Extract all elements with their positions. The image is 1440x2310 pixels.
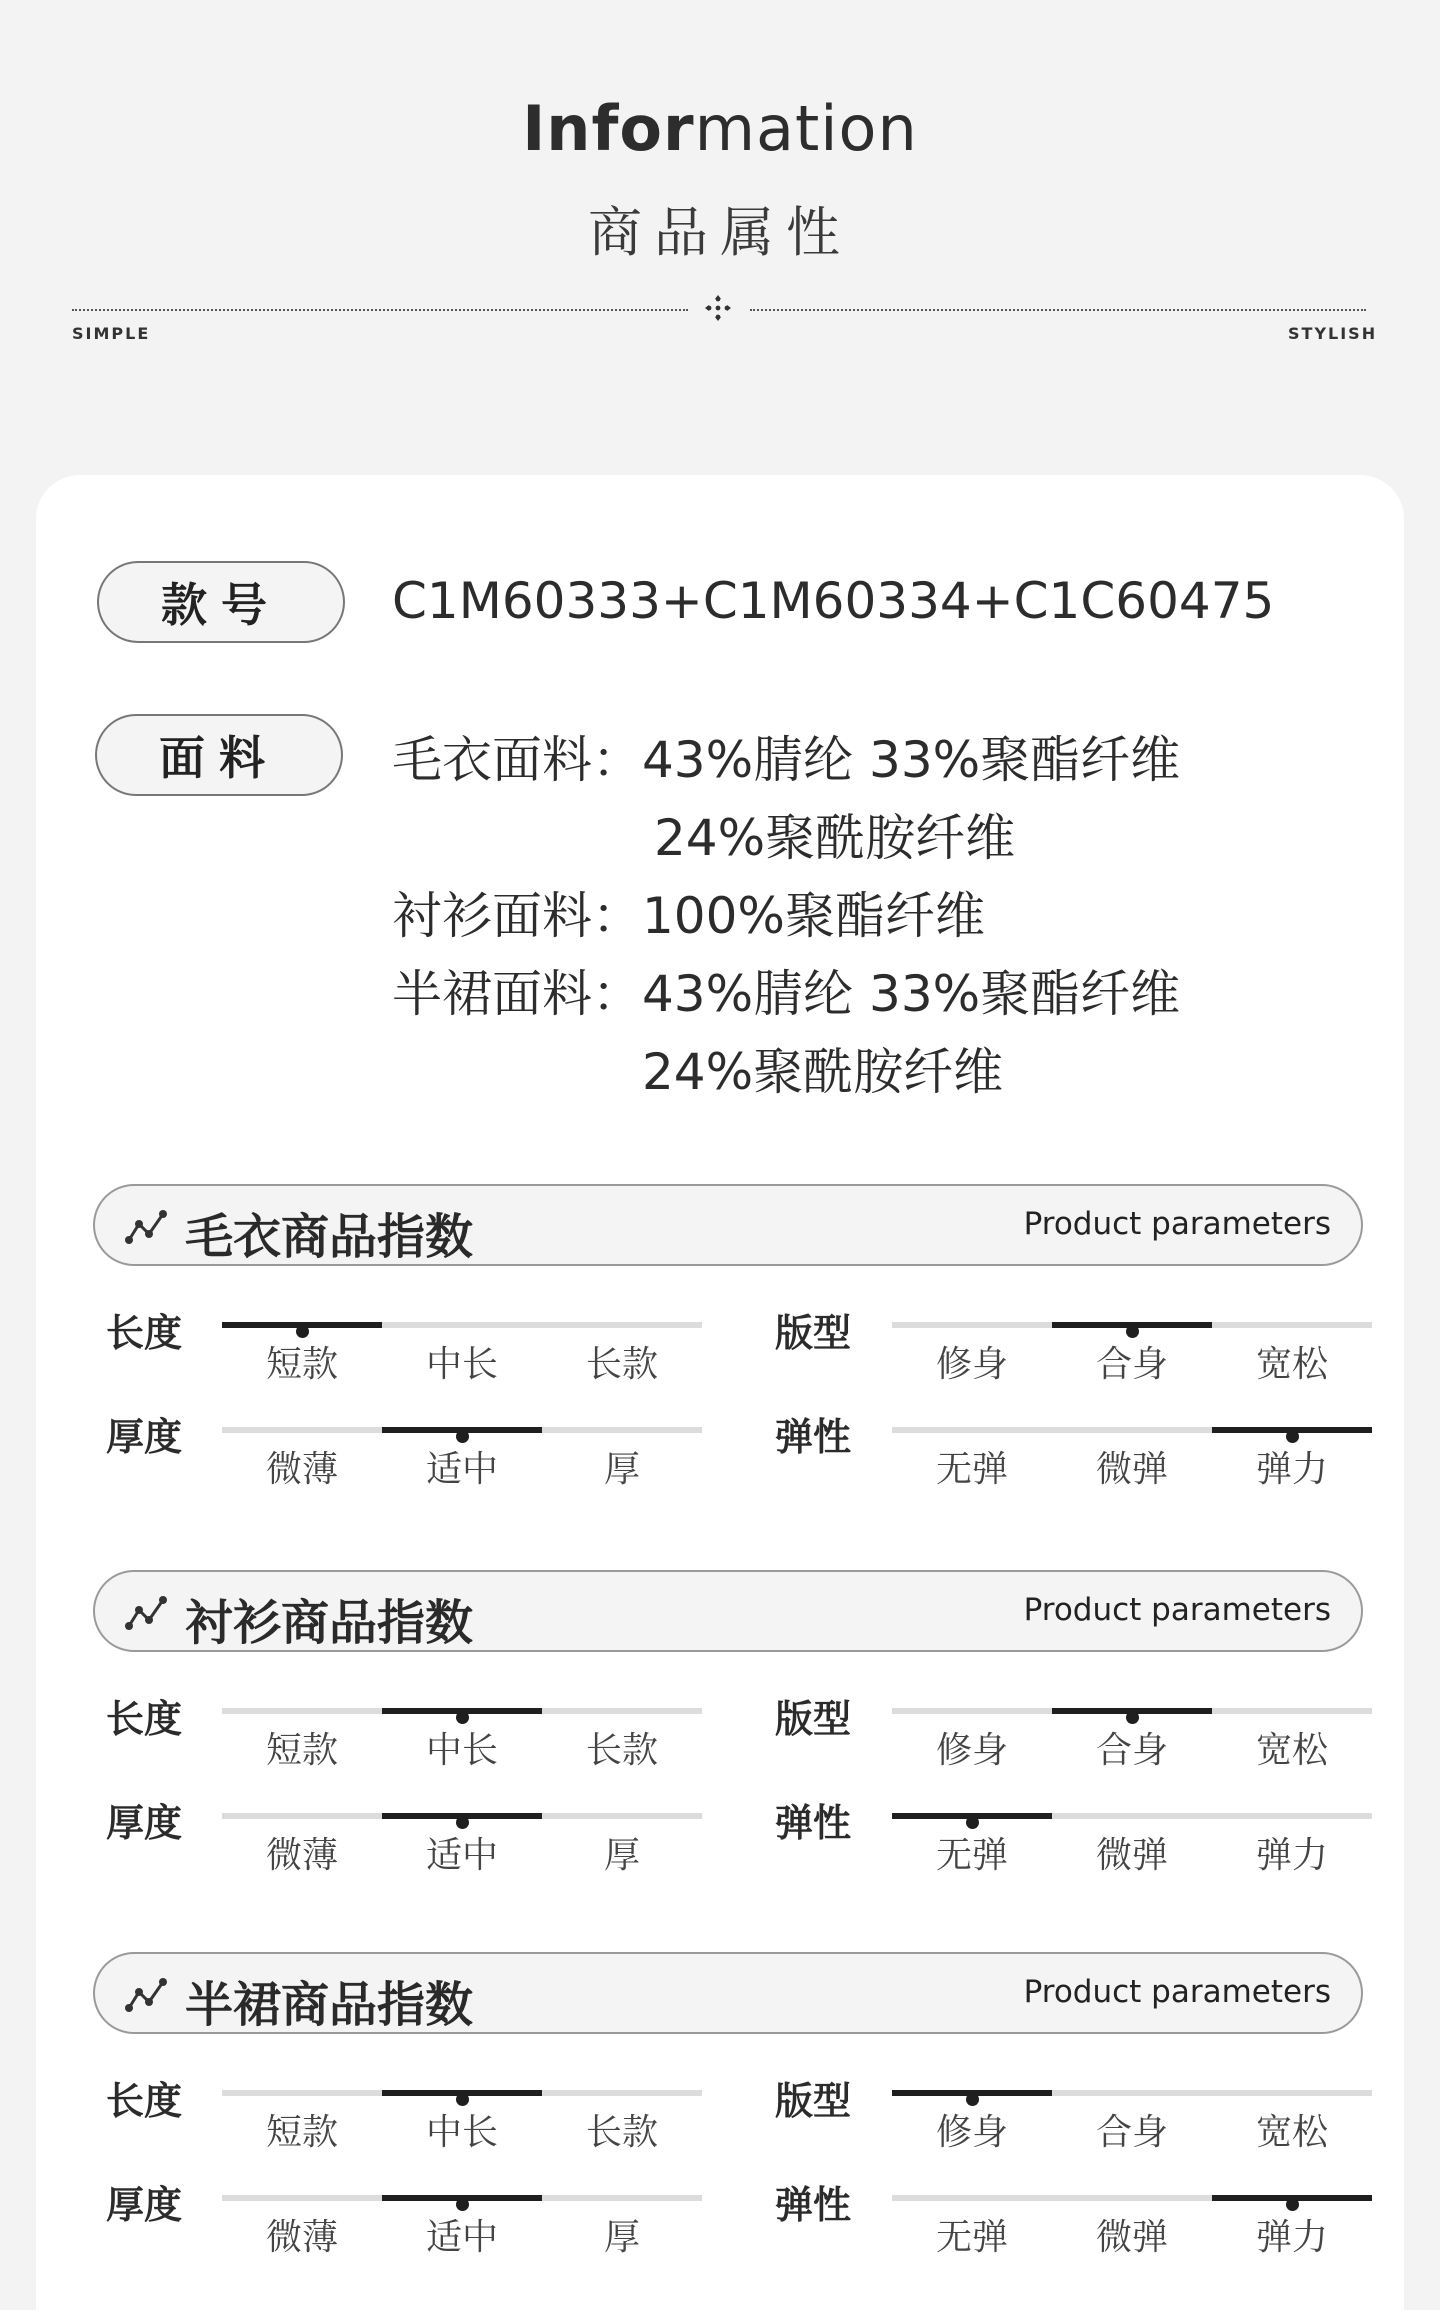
scale-segment xyxy=(1212,1708,1372,1714)
param-scale xyxy=(222,1427,702,1490)
param-option: 弹力 xyxy=(1255,1449,1328,1490)
scale-segment xyxy=(1212,2195,1372,2201)
scale-segment xyxy=(382,2195,542,2201)
param-option: 中长 xyxy=(425,2112,498,2153)
param-scale xyxy=(892,1427,1372,1490)
param-option: 微薄 xyxy=(265,1835,338,1876)
param-option: 微弹 xyxy=(1095,2217,1168,2258)
scale-segment xyxy=(1052,1427,1212,1433)
scale-segment xyxy=(382,1322,542,1328)
fabric-line: 24%聚酰胺纤维 xyxy=(642,1043,1004,1101)
scale-segment xyxy=(542,1322,702,1328)
param-option: 修身 xyxy=(935,2112,1008,2153)
scale-segment xyxy=(382,1427,542,1433)
section-header xyxy=(93,1570,1363,1652)
title-bold-part: Infor xyxy=(522,92,695,165)
fabric-pill: 面料 xyxy=(95,714,343,796)
param-option: 修身 xyxy=(935,1344,1008,1385)
param-option: 适中 xyxy=(425,1449,498,1490)
scale-segment xyxy=(542,1427,702,1433)
scale-segment xyxy=(222,1427,382,1433)
param-scale xyxy=(892,1708,1372,1771)
trend-line-icon xyxy=(125,1594,169,1632)
scale-segment xyxy=(892,1813,1052,1819)
scale-segment xyxy=(1052,1708,1212,1714)
param-option: 无弹 xyxy=(935,1449,1008,1490)
fabric-line: 24%聚酰胺纤维 xyxy=(654,809,1016,867)
param-option: 适中 xyxy=(425,1835,498,1876)
simple-tag: SIMPLE xyxy=(72,324,151,343)
param-option: 长款 xyxy=(585,2112,658,2153)
param-option: 适中 xyxy=(425,2217,498,2258)
divider-left xyxy=(72,309,688,311)
param-label: 版型 xyxy=(775,2079,852,2123)
scale-segment xyxy=(382,1813,542,1819)
param-label: 长度 xyxy=(106,1311,183,1355)
scale-segment xyxy=(892,2195,1052,2201)
param-label: 弹性 xyxy=(775,1415,852,1459)
page-title xyxy=(0,92,1440,165)
param-option: 合身 xyxy=(1095,1730,1168,1771)
param-option: 中长 xyxy=(425,1344,498,1385)
param-label: 厚度 xyxy=(106,1415,183,1459)
title-light-part: mation xyxy=(694,92,918,165)
scale-segment xyxy=(1052,1322,1212,1328)
scale-segment xyxy=(222,1813,382,1819)
scale-segment xyxy=(542,2195,702,2201)
section-title: 衬衫商品指数 xyxy=(185,1595,474,1651)
param-label: 版型 xyxy=(775,1311,852,1355)
divider-right xyxy=(750,309,1366,311)
scale-segment xyxy=(542,2090,702,2096)
param-scale xyxy=(222,1708,702,1771)
scale-segment xyxy=(542,1708,702,1714)
param-scale xyxy=(892,1813,1372,1876)
section-title: 毛衣商品指数 xyxy=(185,1209,474,1265)
param-label: 弹性 xyxy=(775,1801,852,1845)
param-scale xyxy=(892,2195,1372,2258)
fabric-line: 衬衫面料：100%聚酯纤维 xyxy=(392,887,985,945)
scale-segment xyxy=(1212,1813,1372,1819)
param-option: 修身 xyxy=(935,1730,1008,1771)
section-header xyxy=(93,1952,1363,2034)
fabric-line: 半裙面料：43%腈纶 33%聚酯纤维 xyxy=(392,965,1181,1023)
param-label: 长度 xyxy=(106,1697,183,1741)
scale-segment xyxy=(1052,2090,1212,2096)
param-option: 合身 xyxy=(1095,1344,1168,1385)
scale-segment xyxy=(222,2090,382,2096)
section-header xyxy=(93,1184,1363,1266)
param-option: 微薄 xyxy=(265,1449,338,1490)
param-option: 中长 xyxy=(425,1730,498,1771)
param-option: 短款 xyxy=(265,1730,338,1771)
scale-segment xyxy=(892,2090,1052,2096)
param-option: 合身 xyxy=(1095,2112,1168,2153)
scale-segment xyxy=(1052,2195,1212,2201)
section-title: 半裙商品指数 xyxy=(185,1977,474,2033)
cross-arrows-icon xyxy=(704,294,732,322)
param-option: 厚 xyxy=(603,1835,640,1876)
scale-segment xyxy=(222,2195,382,2201)
param-option: 宽松 xyxy=(1255,1730,1328,1771)
page-subtitle: 商品属性 xyxy=(588,201,852,264)
param-option: 宽松 xyxy=(1255,1344,1328,1385)
trend-line-icon xyxy=(125,1976,169,2014)
param-option: 宽松 xyxy=(1255,2112,1328,2153)
scale-segment xyxy=(1212,1322,1372,1328)
param-scale xyxy=(222,1813,702,1876)
section-subtitle: Product parameters xyxy=(1023,1974,1331,2010)
param-option: 弹力 xyxy=(1255,1835,1328,1876)
scale-segment xyxy=(542,1813,702,1819)
param-scale xyxy=(222,1322,702,1385)
param-option: 厚 xyxy=(603,1449,640,1490)
scale-segment xyxy=(382,1708,542,1714)
param-option: 长款 xyxy=(585,1730,658,1771)
scale-segment xyxy=(1212,2090,1372,2096)
param-scale xyxy=(222,2195,702,2258)
scale-segment xyxy=(1052,1813,1212,1819)
param-label: 版型 xyxy=(775,1697,852,1741)
param-option: 无弹 xyxy=(935,1835,1008,1876)
fabric-line: 毛衣面料：43%腈纶 33%聚酯纤维 xyxy=(392,731,1181,789)
param-option: 短款 xyxy=(265,2112,338,2153)
stylish-tag: STYLISH xyxy=(1288,324,1378,343)
scale-segment xyxy=(892,1322,1052,1328)
param-label: 长度 xyxy=(106,2079,183,2123)
param-scale xyxy=(222,2090,702,2153)
param-label: 弹性 xyxy=(775,2183,852,2227)
param-option: 微薄 xyxy=(265,2217,338,2258)
section-subtitle: Product parameters xyxy=(1023,1206,1331,1242)
scale-segment xyxy=(222,1708,382,1714)
param-scale xyxy=(892,2090,1372,2153)
scale-segment xyxy=(382,2090,542,2096)
param-option: 弹力 xyxy=(1255,2217,1328,2258)
param-label: 厚度 xyxy=(106,2183,183,2227)
style-number-value: C1M60333+C1M60334+C1C60475 xyxy=(392,572,1275,630)
param-option: 厚 xyxy=(603,2217,640,2258)
param-label: 厚度 xyxy=(106,1801,183,1845)
param-option: 无弹 xyxy=(935,2217,1008,2258)
scale-segment xyxy=(222,1322,382,1328)
param-option: 微弹 xyxy=(1095,1835,1168,1876)
scale-segment xyxy=(892,1708,1052,1714)
scale-segment xyxy=(1212,1427,1372,1433)
style-number-pill: 款号 xyxy=(97,561,345,643)
trend-line-icon xyxy=(125,1208,169,1246)
param-scale xyxy=(892,1322,1372,1385)
param-option: 短款 xyxy=(265,1344,338,1385)
param-option: 微弹 xyxy=(1095,1449,1168,1490)
section-subtitle: Product parameters xyxy=(1023,1592,1331,1628)
param-option: 长款 xyxy=(585,1344,658,1385)
scale-segment xyxy=(892,1427,1052,1433)
